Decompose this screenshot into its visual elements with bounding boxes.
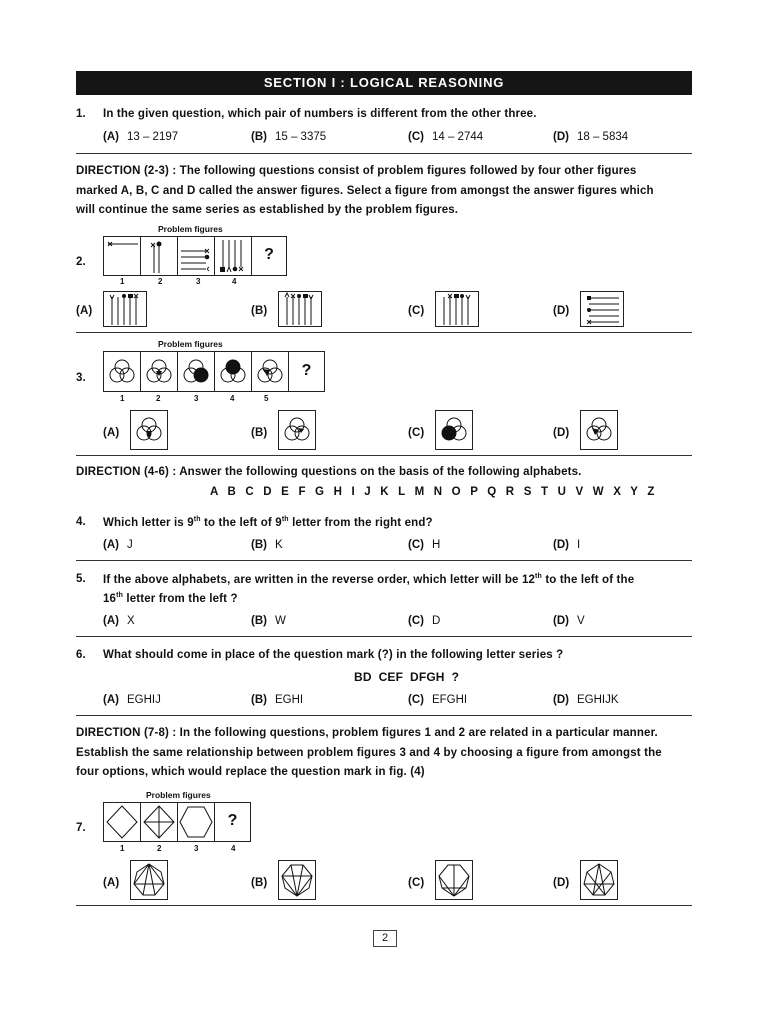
option-label: (A): [103, 539, 119, 551]
divider: [76, 332, 692, 333]
q5-text-part: letter from the left ?: [123, 592, 238, 605]
option-value: V: [576, 615, 585, 627]
option-label: (C): [408, 615, 424, 627]
q7-problem-figures: [103, 802, 251, 842]
q3-problem-figures: [103, 351, 325, 392]
q1-option-d[interactable]: [553, 131, 628, 143]
q3-figure-5: [252, 352, 289, 391]
figure-drawing: [581, 861, 617, 899]
q7-fig-num-2: 2: [157, 844, 162, 853]
divider: [76, 905, 692, 906]
option-label: (D): [553, 615, 569, 627]
q6-option-a[interactable]: [103, 694, 161, 706]
option-label: (C): [408, 131, 424, 143]
figure-drawing: [104, 803, 140, 841]
option-label: (D): [553, 539, 569, 551]
direction-7-8-line-1: DIRECTION (7-8) : In the following questions, problem figures 1 and 2 are related in a particular manner.: [76, 727, 658, 739]
q2-figure-3: [178, 237, 215, 275]
q4-option-d[interactable]: [553, 539, 580, 551]
divider: [76, 715, 692, 716]
direction-2-3-line-2: marked A, B, C and D called the answer figures. Select a figure from amongst the answer figures which: [76, 185, 654, 197]
direction-2-3-line-1: DIRECTION (2-3) : The following questions consist of problem figures followed by four other figures: [76, 165, 637, 177]
q6-option-b[interactable]: [251, 694, 303, 706]
superscript: th: [535, 573, 542, 580]
option-label: (D): [553, 694, 569, 706]
q7-fig-num-1: 1: [120, 844, 125, 853]
option-label: (A): [103, 131, 119, 143]
q2-option-c-figure[interactable]: [435, 291, 479, 327]
q4-option-a[interactable]: [103, 539, 133, 551]
q7-figure-1: [104, 803, 141, 841]
q4-text: [103, 516, 433, 529]
q3-figure-3: [178, 352, 215, 391]
q2-option-c-label[interactable]: (C): [408, 305, 425, 317]
q6-number: 6.: [76, 649, 86, 661]
q5-option-c[interactable]: [408, 615, 440, 627]
figure-drawing: [131, 411, 167, 449]
option-value: K: [274, 539, 283, 551]
q2-problem-figures: [103, 236, 287, 276]
q3-caption: Problem figures: [158, 339, 223, 349]
figure-drawing: [436, 292, 478, 326]
option-label: (B): [251, 131, 267, 143]
q2-option-b-figure[interactable]: [278, 291, 322, 327]
q3-option-d-label[interactable]: (D): [553, 427, 570, 439]
figure-drawing: [215, 352, 251, 391]
q3-fig-num-2: 2: [156, 394, 161, 403]
q2-figure-1: [104, 237, 141, 275]
divider: [76, 153, 692, 154]
q3-option-b-figure[interactable]: [278, 410, 316, 450]
option-value: 14 – 2744: [431, 131, 484, 143]
superscript: th: [281, 516, 289, 523]
q7-figure-3: [178, 803, 215, 841]
q2-option-d-figure[interactable]: [580, 291, 624, 327]
figure-drawing: [104, 352, 140, 391]
section-header: SECTION I : LOGICAL REASONING: [76, 71, 692, 95]
direction-7-8-line-2: Establish the same relationship between problem figures 3 and 4 by choosing a figure from amongst the: [76, 747, 662, 759]
q5-option-a[interactable]: [103, 615, 135, 627]
q7-option-b-label[interactable]: (B): [251, 877, 268, 889]
q2-figure-2: [141, 237, 178, 275]
q3-figure-4: [215, 352, 252, 391]
q7-option-d-figure[interactable]: [580, 860, 618, 900]
option-value: X: [126, 615, 135, 627]
option-value: EFGHI: [431, 694, 468, 706]
q3-option-c-figure[interactable]: [435, 410, 473, 450]
option-label: (D): [553, 131, 569, 143]
q6-text: What should come in place of the question mark (?) in the following letter series ?: [103, 649, 564, 661]
q3-option-d-figure[interactable]: [580, 410, 618, 450]
option-label: (A): [103, 615, 119, 627]
alphabet-row: A B C D E F G H I J K L M N O P Q R S T U V W X Y Z: [210, 486, 658, 498]
q7-question-mark: ?: [227, 812, 238, 829]
q3-option-a-figure[interactable]: [130, 410, 168, 450]
q4-text-part: letter from the right end?: [288, 516, 433, 529]
option-label: (B): [251, 615, 267, 627]
q4-text-part: to the left of 9: [200, 516, 282, 529]
q2-caption: Problem figures: [158, 224, 223, 234]
q6-letter-series: BD CEF DFGH ?: [354, 670, 460, 684]
q2-option-a-label[interactable]: (A): [76, 305, 93, 317]
option-value: W: [274, 615, 286, 627]
q5-number: 5.: [76, 573, 86, 585]
figure-drawing: [581, 411, 617, 449]
figure-drawing: [279, 292, 321, 326]
figure-drawing: [279, 861, 315, 899]
direction-7-8-line-3: four options, which would replace the question mark in fig. (4): [76, 766, 425, 778]
q7-option-c-label[interactable]: (C): [408, 877, 425, 889]
q6-option-c[interactable]: [408, 694, 467, 706]
q3-fig-num-4: 4: [230, 394, 235, 403]
q2-fig-num-3: 3: [196, 277, 201, 286]
q2-fig-num-4: 4: [232, 277, 237, 286]
figure-drawing: [131, 861, 167, 899]
option-value: D: [431, 615, 441, 627]
q4-number: 4.: [76, 516, 86, 528]
figure-drawing: [279, 411, 315, 449]
q1-option-b[interactable]: [251, 131, 326, 143]
option-label: (C): [408, 539, 424, 551]
q3-option-a-label[interactable]: (A): [103, 427, 120, 439]
figure-drawing: [141, 803, 177, 841]
q7-option-d-label[interactable]: (D): [553, 877, 570, 889]
q2-figure-4: [215, 237, 252, 275]
option-value: 18 – 5834: [576, 131, 629, 143]
q4-text-part: Which letter is 9: [103, 516, 194, 529]
q2-number: 2.: [76, 256, 86, 268]
q4-option-b[interactable]: [251, 539, 283, 551]
q6-option-d[interactable]: [553, 694, 619, 706]
q3-figure-2: [141, 352, 178, 391]
q1-option-c[interactable]: [408, 131, 483, 143]
figure-drawing: [436, 411, 472, 449]
q7-caption: Problem figures: [146, 790, 211, 800]
figure-drawing: [104, 237, 140, 275]
option-value: EGHIJ: [126, 694, 161, 706]
direction-4-6: DIRECTION (4-6) : Answer the following questions on the basis of the following alphabets.: [76, 466, 582, 478]
q7-figure-2: [141, 803, 178, 841]
q5-text-part: to the left of the: [541, 573, 635, 586]
q3-question-mark: ?: [301, 362, 312, 379]
figure-drawing: [141, 237, 177, 275]
option-value: EGHI: [274, 694, 304, 706]
q7-option-c-figure[interactable]: [435, 860, 473, 900]
q2-question-mark: ?: [264, 246, 274, 263]
figure-drawing: [104, 292, 146, 326]
q5-line-2: [103, 592, 238, 605]
q7-option-a-figure[interactable]: [130, 860, 168, 900]
figure-drawing: [215, 237, 251, 275]
q1-option-a[interactable]: [103, 131, 178, 143]
option-value: H: [431, 539, 441, 551]
option-label: (A): [103, 694, 119, 706]
q3-fig-num-1: 1: [120, 394, 125, 403]
option-value: EGHIJK: [576, 694, 619, 706]
option-label: (B): [251, 539, 267, 551]
q3-fig-num-3: 3: [194, 394, 199, 403]
superscript: th: [193, 516, 201, 523]
option-value: I: [576, 539, 581, 551]
divider: [76, 636, 692, 637]
q2-fig-num-1: 1: [120, 277, 125, 286]
page-number: 2: [373, 930, 397, 947]
divider: [76, 560, 692, 561]
figure-drawing: [581, 292, 623, 326]
q2-option-a-figure[interactable]: [103, 291, 147, 327]
q7-option-b-figure[interactable]: [278, 860, 316, 900]
q3-option-c-label[interactable]: (C): [408, 427, 425, 439]
q5-text-part: 16: [103, 592, 117, 605]
figure-drawing: [252, 352, 288, 391]
q2-option-d-label[interactable]: (D): [553, 305, 570, 317]
q3-fig-num-5: 5: [264, 394, 269, 403]
figure-drawing: [436, 861, 472, 899]
q7-number: 7.: [76, 822, 86, 834]
option-value: 13 – 2197: [126, 131, 179, 143]
figure-drawing: [178, 352, 214, 391]
q5-line-1: [103, 573, 634, 586]
superscript: th: [116, 592, 124, 599]
option-value: 15 – 3375: [274, 131, 327, 143]
figure-drawing: [178, 237, 214, 275]
q3-option-b-label[interactable]: (B): [251, 427, 268, 439]
option-value: J: [126, 539, 133, 551]
q7-option-a-label[interactable]: (A): [103, 877, 120, 889]
option-label: (B): [251, 694, 267, 706]
q7-fig-num-3: 3: [194, 844, 199, 853]
q2-option-b-label[interactable]: (B): [251, 305, 268, 317]
q3-number: 3.: [76, 372, 86, 384]
q5-text-part: If the above alphabets, are written in the reverse order, which letter will be 12: [103, 573, 536, 586]
q4-option-c[interactable]: [408, 539, 440, 551]
figure-drawing: [141, 352, 177, 391]
divider: [76, 455, 692, 456]
q5-option-b[interactable]: [251, 615, 286, 627]
q1-text: In the given question, which pair of numbers is different from the other three.: [103, 108, 537, 120]
q2-fig-num-2: 2: [158, 277, 163, 286]
q1-number: 1.: [76, 108, 86, 120]
q5-option-d[interactable]: [553, 615, 585, 627]
direction-2-3-line-3: will continue the same series as established by the problem figures.: [76, 204, 459, 216]
q7-fig-num-4: 4: [231, 844, 236, 853]
figure-drawing: [178, 803, 214, 841]
q3-figure-1: [104, 352, 141, 391]
option-label: (C): [408, 694, 424, 706]
